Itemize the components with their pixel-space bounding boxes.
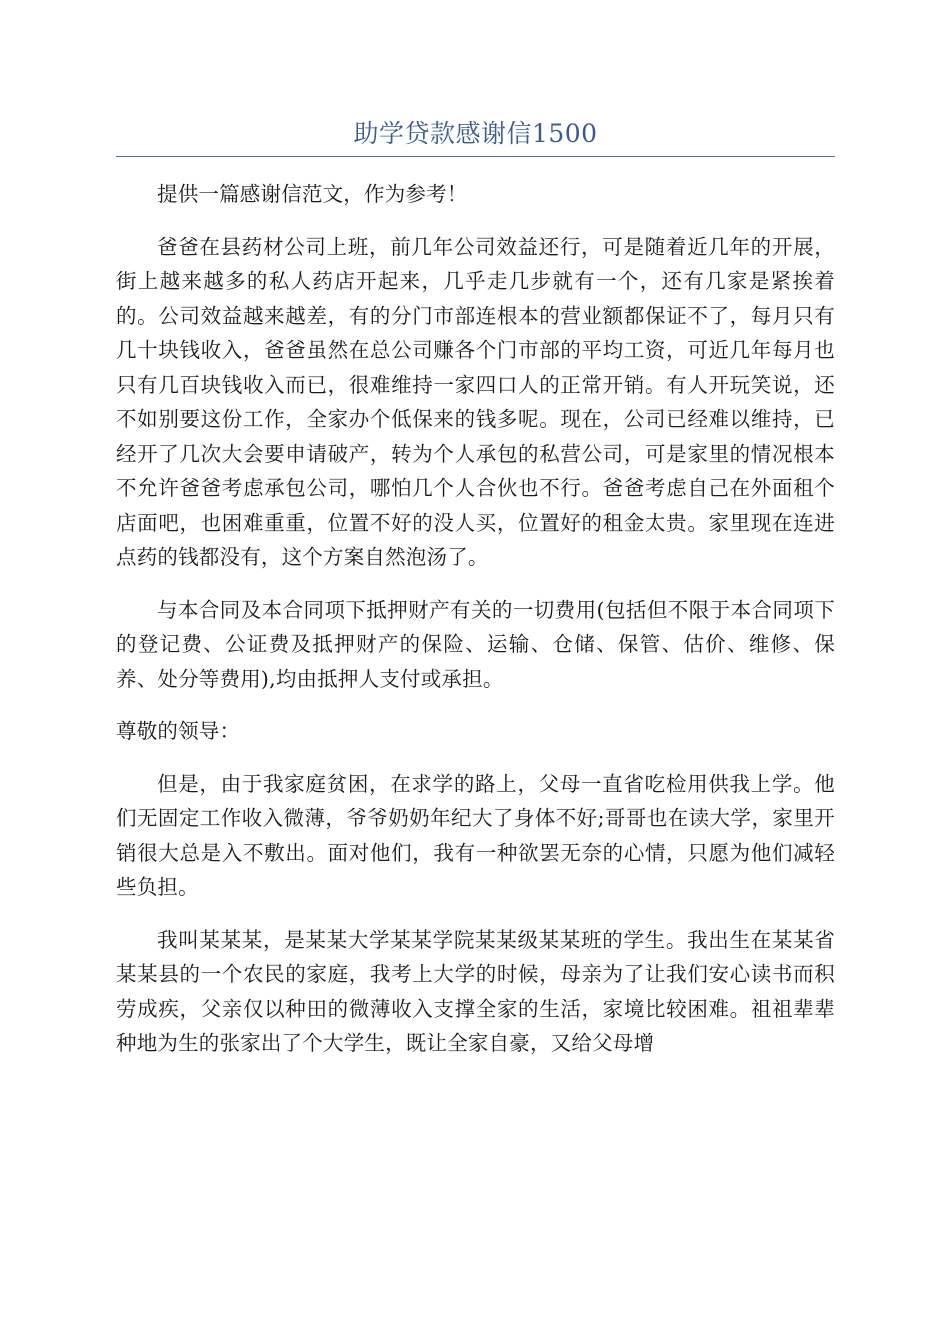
salutation: 尊敬的领导： [116, 719, 241, 743]
paragraph-family-hardship: 但是，由于我家庭贫困，在求学的路上，父母一直省吃检用供我上学。他们无固定工作收入微薄，爷爷奶奶年纪大了身体不好;哥哥也在读大学，家里开销很大总是入不敷出。面对他们，我有一种欲罢无奈的心情，只愿为他们减轻些负担。 [116, 771, 835, 899]
document-page [116, 0, 835, 1079]
paragraph-self-introduction: 我叫某某某，是某某大学某某学院某某级某某班的学生。我出生在某某省某某县的一个农民的家庭，我考上大学的时候，母亲为了让我们安心读书而积劳成疾，父亲仅以种田的微薄收入支撑全家的生活，家境比较困难。祖祖辈辈种地为生的张家出了个大学生，既让全家自豪，又给父母增 [116, 927, 835, 1055]
document-body [116, 177, 835, 1061]
title-underline [116, 156, 835, 157]
paragraph-contract-fees: 与本合同及本合同项下抵押财产有关的一切费用(包括但不限于本合同项下的登记费、公证费及抵押财产的保险、运输、仓储、保管、估价、维修、保养、处分等费用),均由抵押人支付或承担。 [116, 597, 835, 691]
paragraph-father-work: 爸爸在县药材公司上班，前几年公司效益还行，可是随着近几年的开展，街上越来越多的私人药店开起来，几乎走几步就有一个，还有几家是紧挨着的。公司效益越来越差，有的分门市部连根本的营业额都保证不了，每月只有几十块钱收入，爸爸虽然在总公司赚各个门市部的平均工资，可近几年每月也只有几百块钱收入而已，很难维持一家四口人的正常开销。有人开玩笑说，还不如别要这份工作，全家办个低保来的钱多呢。现在，公司已经难以维持，已经开了几次大会要申请破产，转为个人承包的私营公司，可是家里的情况根本不允许爸爸考虑承包公司，哪怕几个人合伙也不行。爸爸考虑自己在外面租个店面吧，也困难重重，位置不好的没人买，位置好的租金太贵。家里现在连进点药的钱都没有，这个方案自然泡汤了。 [116, 234, 835, 569]
paragraph-intro: 提供一篇感谢信范文，作为参考！ [157, 182, 468, 206]
document-title: 助学贷款感谢信1500 [353, 119, 598, 148]
